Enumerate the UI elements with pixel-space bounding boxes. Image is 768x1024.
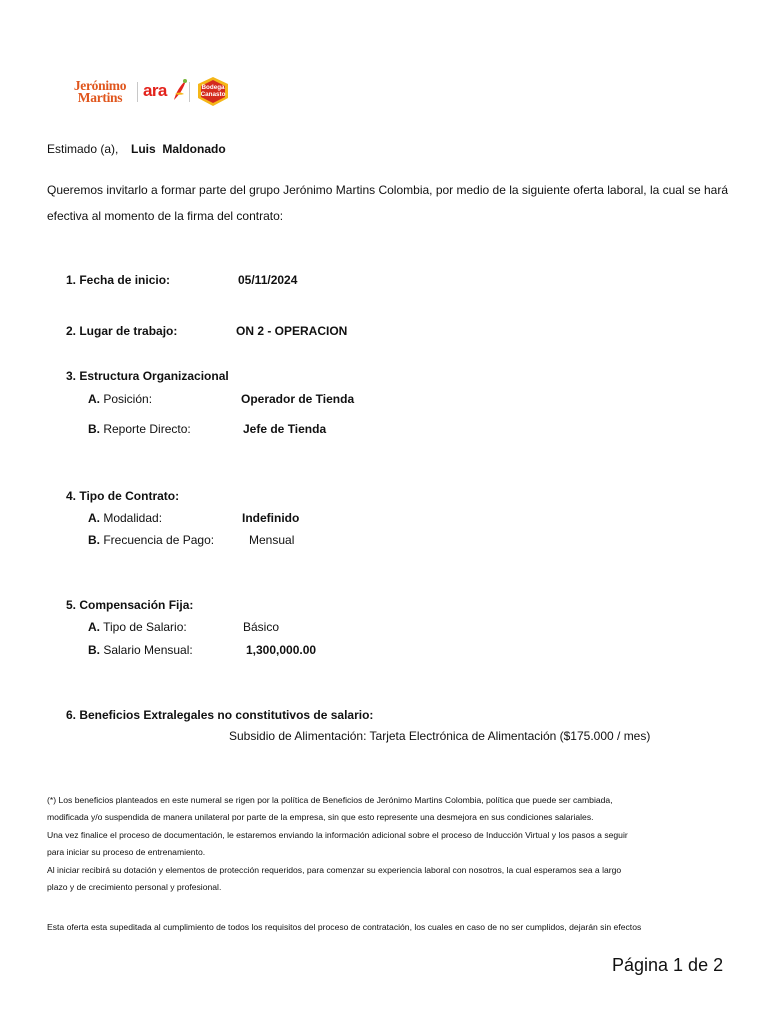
closing-statement: Esta oferta esta supeditada al cumplimiento de todos los requisitos del proceso de contratación, los cuales en caso de no ser cumplidos, dejarán sin efectos bbox=[47, 922, 642, 932]
start-date-label: 1. Fecha de inicio: bbox=[66, 273, 171, 287]
note-line: modificada y/o suspendida de manera unilateral por parte de la empresa, sin que esto represente una desmejora en sus condiciones salariales. bbox=[47, 812, 594, 823]
modality-letter: A. bbox=[88, 511, 100, 525]
modality-value: Indefinido bbox=[242, 511, 300, 525]
bodega-canasto-logo bbox=[195, 76, 231, 107]
modality-label-text: Modalidad: bbox=[100, 511, 163, 525]
jeronimo-martins-logo bbox=[68, 80, 132, 104]
bodega-logo-text bbox=[195, 85, 231, 98]
fixed-compensation-title: 5. Compensación Fija: bbox=[66, 598, 194, 612]
salary-type-label bbox=[88, 620, 187, 634]
logo-divider-2 bbox=[189, 82, 190, 102]
pay-frequency-letter: B. bbox=[88, 533, 100, 547]
intro-paragraph bbox=[47, 177, 728, 229]
note-line: Una vez finalice el proceso de documentación, le estaremos enviando la información adicional sobre el proceso de Inducción Virtual y los pasos a seguir bbox=[47, 829, 628, 840]
direct-report-label bbox=[88, 422, 191, 436]
contract-type-title: 4. Tipo de Contrato: bbox=[66, 489, 180, 503]
jm-logo-line2: Martins bbox=[77, 90, 123, 105]
intro-line-2: efectiva al momento de la firma del contrato: bbox=[47, 209, 284, 223]
ara-leaf-icon bbox=[172, 78, 188, 102]
note-line: Al iniciar recibirá su dotación y elementos de protección requeridos, para comenzar su experiencia laboral con nosotros, la cual esperamos sea a largo bbox=[47, 864, 622, 875]
salary-type-letter: A. bbox=[88, 620, 100, 634]
pay-frequency-label-text: Frecuencia de Pago: bbox=[100, 533, 215, 547]
pay-frequency-label bbox=[88, 533, 214, 547]
ara-logo: ara bbox=[143, 81, 167, 100]
workplace-label: 2. Lugar de trabajo: bbox=[66, 324, 178, 338]
position-letter: A. bbox=[88, 392, 100, 406]
org-structure-title: 3. Estructura Organizacional bbox=[66, 369, 229, 383]
logo-divider bbox=[137, 82, 138, 102]
benefits-value: Subsidio de Alimentación: Tarjeta Electrónica de Alimentación ($175.000 / mes) bbox=[229, 729, 651, 743]
start-date-value: 05/11/2024 bbox=[238, 273, 298, 287]
page-indicator: Página 1 de 2 bbox=[612, 955, 724, 975]
jm-logo-line1: Jerónimo bbox=[73, 78, 127, 93]
position-label-text: Posición: bbox=[100, 392, 153, 406]
intro-line-1: Queremos invitarlo a formar parte del grupo Jerónimo Martins Colombia, por medio de la siguiente oferta laboral, la cual se hará bbox=[47, 183, 729, 197]
salary-type-label-text: Tipo de Salario: bbox=[100, 620, 187, 634]
greeting-prefix: Estimado (a), bbox=[47, 142, 119, 156]
direct-report-value: Jefe de Tienda bbox=[243, 422, 327, 436]
note-line: para iniciar su proceso de entrenamiento. bbox=[47, 847, 206, 858]
monthly-salary-letter: B. bbox=[88, 643, 100, 657]
note-line: (*) Los beneficios planteados en este numeral se rigen por la política de Beneficios de Jerónimo Martins Colombia, política que puede ser cambiada, bbox=[47, 795, 613, 805]
modality-label bbox=[88, 511, 162, 525]
position-value: Operador de Tienda bbox=[241, 392, 355, 406]
note-line: plazo y de crecimiento personal y profesional. bbox=[47, 882, 222, 893]
recipient-name: Luis Maldonado bbox=[131, 142, 226, 156]
monthly-salary-label bbox=[88, 643, 193, 657]
benefits-title: 6. Beneficios Extralegales no constitutivos de salario: bbox=[66, 708, 374, 722]
pay-frequency-value: Mensual bbox=[249, 533, 295, 547]
direct-report-label-text: Reporte Directo: bbox=[100, 422, 191, 436]
bodega-line2: Canasto bbox=[200, 90, 226, 98]
bodega-line1: Bodega bbox=[201, 84, 225, 91]
monthly-salary-label-text: Salario Mensual: bbox=[100, 643, 193, 657]
workplace-value: ON 2 - OPERACION bbox=[236, 324, 348, 338]
salary-type-value: Básico bbox=[243, 620, 280, 634]
benefits-notes bbox=[47, 792, 628, 896]
monthly-salary-value: 1,300,000.00 bbox=[246, 643, 317, 657]
direct-report-letter: B. bbox=[88, 422, 100, 436]
position-label bbox=[88, 392, 152, 406]
